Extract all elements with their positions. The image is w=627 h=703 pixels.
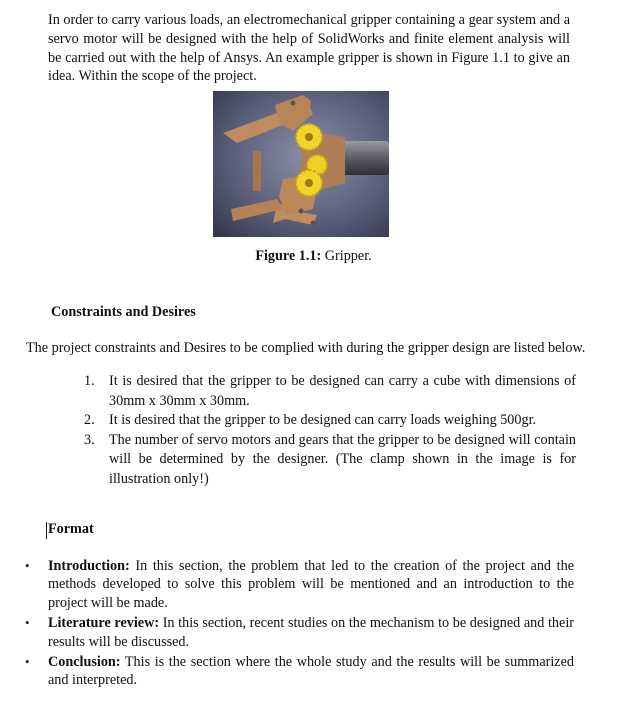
gripper-image [213,91,389,237]
list-item-text: This is the section where the whole study and the results will be summarized and interpreted. [48,654,574,689]
list-item [22,614,574,651]
constraints-lead: The project constraints and Desires to be complied with during the gripper design are listed below. [26,340,586,356]
list-item [22,653,574,690]
list-item-title: Introduction: [48,558,130,574]
list-item-title: Conclusion: [48,654,121,671]
figure-caption-text: Gripper. [321,248,372,264]
constraints-list [84,372,576,489]
list-item [84,411,576,431]
intro-paragraph: In order to carry various loads, an electromechanical gripper containing a gear system and a servo motor will be designed with the help of SolidWorks and finite element analysis will be carried out with the help of Ansys. An example gripper is shown in Figure 1.1 to give an idea. Within the scope of the project. [48,12,570,85]
constraints-heading: Constraints and Desires [51,304,196,320]
bullet-icon: • [25,558,30,573]
list-item-text: The number of servo motors and gears that the gripper to be designed will contain will be determined by the designer. (The clamp shown in the image is for illustration only!) [109,431,576,487]
format-heading: Format [48,521,94,537]
format-list [22,557,574,692]
list-number: 1. [84,373,95,389]
text-cursor [46,522,47,539]
list-item-text: It is desired that the gripper to be designed can carry loads weighing 500gr. [109,412,537,428]
list-item-text: In this section, recent studies on the mechanism to be designed and their results will be discussed. [48,615,574,650]
list-number: 2. [84,412,95,428]
list-item-title: Literature review: [48,615,160,632]
list-item [84,431,576,490]
gripper-photo [213,91,389,237]
figure-caption [0,248,627,265]
list-item-text: It is desired that the gripper to be designed can carry a cube with dimensions of 30mm x 30mm x 30mm. [109,373,576,409]
figure-label: Figure 1.1: [255,248,322,264]
bullet-icon: • [25,654,30,670]
list-number: 3. [84,431,95,448]
list-item [84,372,576,411]
bullet-icon: • [25,615,30,631]
list-item [22,557,574,612]
list-item-text: In this section, the problem that led to the creation of the project and the methods developed to solve this problem will be mentioned and an introduction to the project will be made. [48,558,574,611]
